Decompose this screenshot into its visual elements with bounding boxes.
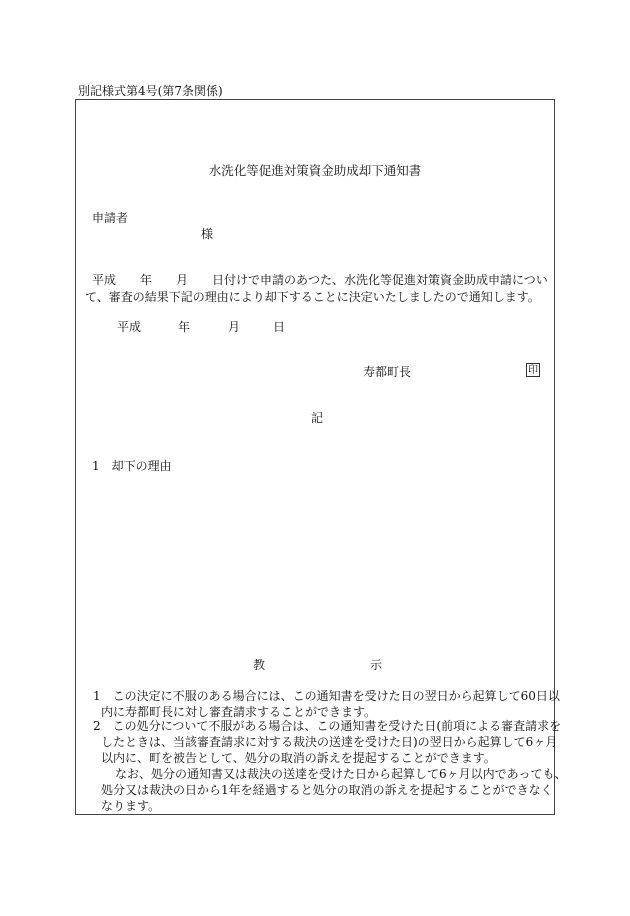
instruction-heading-char-1: 教 (253, 658, 266, 672)
ki-heading: 記 (311, 411, 324, 425)
note-line: 1 この決定に不服のある場合には、この通知書を受けた日の翌日から起算して60日以 (93, 689, 560, 703)
date-month-label: 月 (228, 320, 241, 334)
seal-mark: 印 (528, 365, 538, 376)
date-era: 平成 (117, 320, 142, 334)
instruction-heading-char-2: 示 (370, 658, 383, 672)
note-line: なります。 (101, 799, 161, 813)
date-year-label: 年 (178, 320, 191, 334)
note-line: 2 この処分について不服がある場合は、この通知書を受けた日(前項による審査請求を (93, 719, 562, 733)
form-caption: 別記様式第4号(第7条関係) (78, 84, 223, 98)
note-line: 内に寿都町長に対し審査請求することができます。 (101, 705, 377, 719)
reason-heading: 1 却下の理由 (92, 459, 172, 473)
document-title: 水洗化等促進対策資金助成却下通知書 (208, 163, 422, 178)
body-text-line-1: 平成 年 月 日付けで申請のあつた、水洗化等促進対策資金助成申請につい (92, 273, 548, 287)
note-line: なお、処分の通知書又は裁決の送達を受けた日から起算して6ヶ月以内であっても、 (115, 767, 567, 781)
note-line: 処分又は裁決の日から1年を経過すると処分の取消の訴えを提起することができなく (101, 783, 553, 797)
honorific-label: 様 (201, 227, 214, 241)
body-text-line-2: て、審査の結果下記の理由により却下することに決定いたしましたので通知します。 (85, 290, 540, 304)
note-line: 以内に、町を被告として、処分の取消の訴えを提起することができます。 (101, 751, 496, 765)
note-line: したときは、当該審査請求に対する裁決の送達を受けた日)の翌日から起算して6ヶ月 (101, 735, 558, 749)
date-day-label: 日 (273, 320, 286, 334)
issuer-name: 寿都町長 (363, 365, 412, 379)
applicant-label: 申請者 (92, 211, 129, 225)
